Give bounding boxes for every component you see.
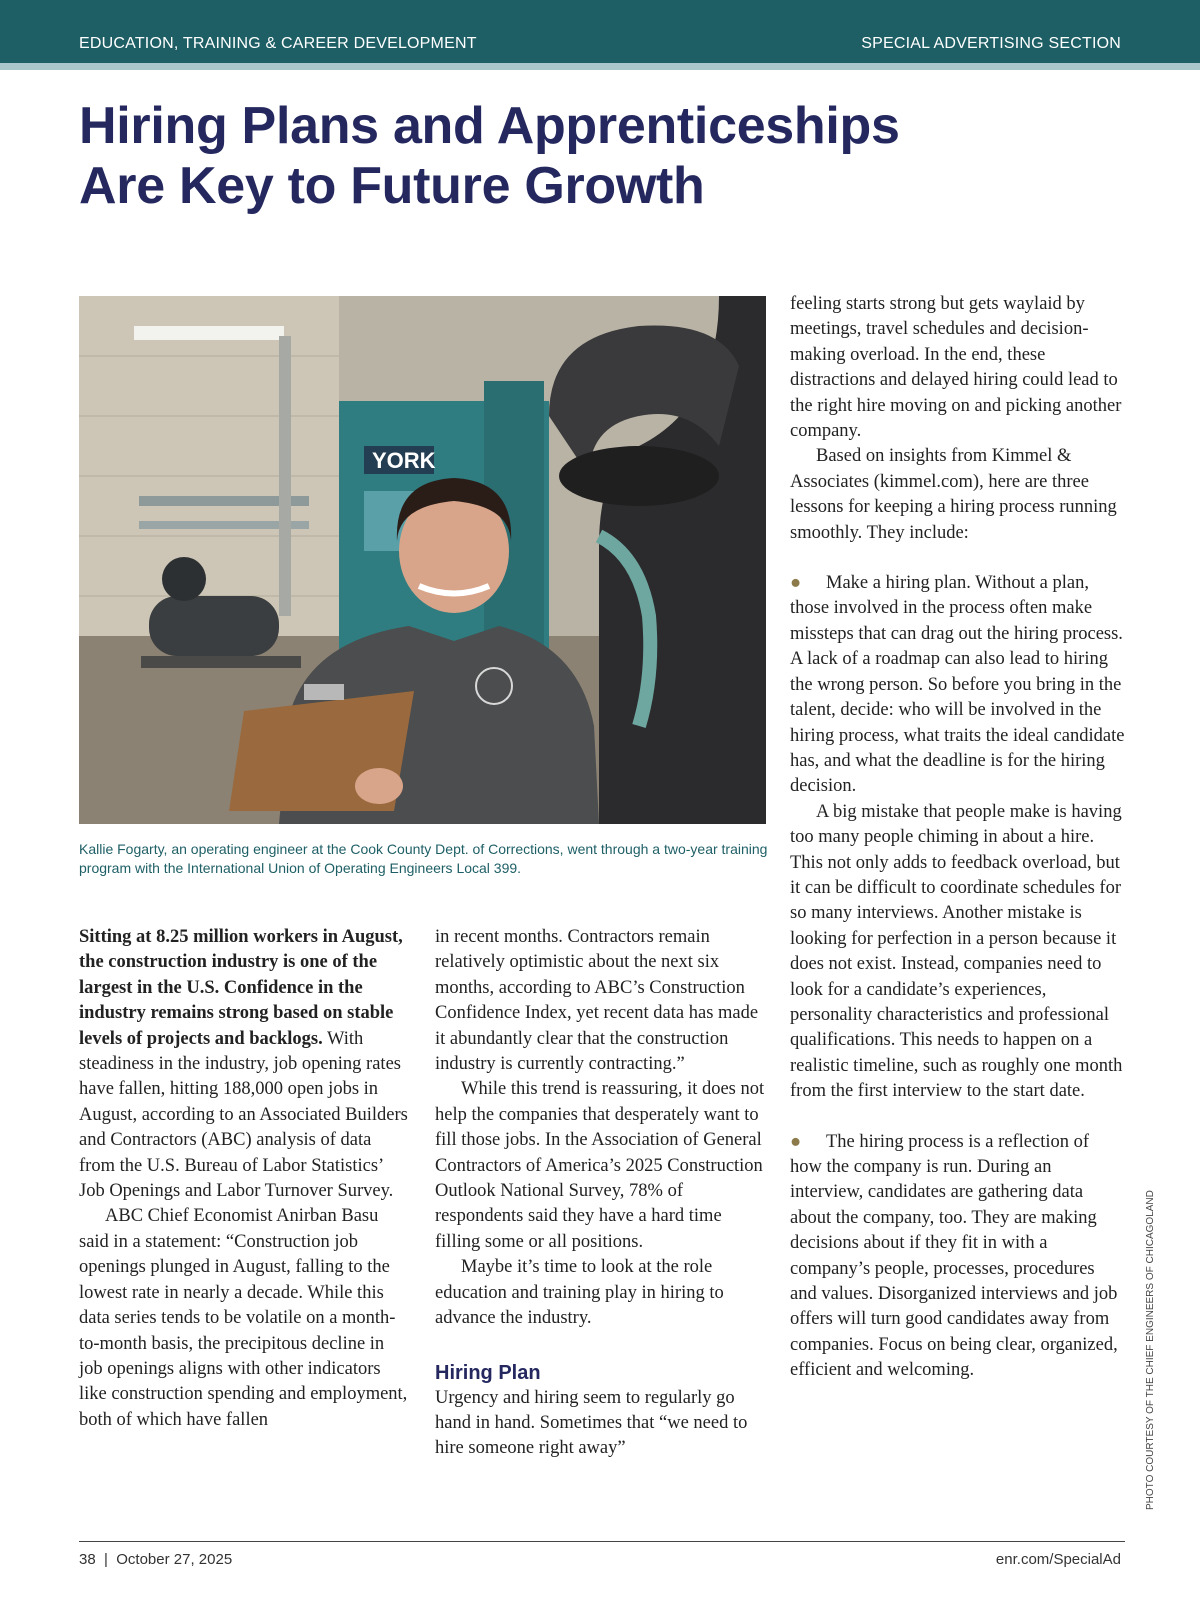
paragraph-gap xyxy=(790,546,1125,571)
bullet-text: Make a hiring plan. Without a plan, those involved in the process often make missteps that can drag out the hiring process. A lack of a roadmap can also lead to hiring the wrong person. So before you bring in the talent, decide: who will be involved in the hiring process, what traits the ideal candidate has, and what the deadline is for the hiring decision. xyxy=(790,573,1125,797)
headline-line-1: Hiring Plans and Apprenticeships xyxy=(79,97,900,155)
photo-credit: PHOTO COURTESY OF THE CHIEF ENGINEERS OF CHICAGOLAND xyxy=(1145,1190,1156,1510)
header-stripe xyxy=(0,63,1200,70)
article-headline xyxy=(79,96,1129,216)
body-paragraph: Urgency and hiring seem to regularly go hand in hand. Sometimes that “we need to hire someone right away” xyxy=(435,1387,748,1459)
article-column-1 xyxy=(79,925,409,1433)
body-paragraph: While this trend is reassuring, it does not help the companies that desperately want to fill those jobs. In the Association of General Contractors of America’s 2025 Construction Outlook National Survey, 78% of respondents said they have a hard time filling some or all positions. xyxy=(435,1079,765,1252)
article-photo xyxy=(79,296,766,824)
bullet-text: The hiring process is a reflection of how the company is run. During an interview, candidates are gathering data about the company, too. They are making decisions about if they fit in with a company’s people, processes, procedures and values. Disorganized interviews and job offers will turn good candidates away from companies. Focus on being clear, organized, efficient and welcoming. xyxy=(790,1131,1118,1381)
article-column-3 xyxy=(790,292,1125,1384)
body-paragraph: in recent months. Contractors remain relatively optimistic about the next six months, according to ABC’s Construction Confidence Index, yet recent data has made it abundantly clear that the construction industry is currently contracting.” xyxy=(435,927,759,1075)
york-logo-text: YORK xyxy=(372,448,436,473)
subhead-hiring-plan: Hiring Plan xyxy=(435,1361,541,1384)
lead-text: With steadiness in the industry, job opening rates have fallen, hitting 188,000 open jobs in August, according to an Associated Builders and Contractors (ABC) analysis of data from the U.S. Bureau of Labor Statistics’ Job Openings and Labor Turnover Survey. xyxy=(79,1028,408,1202)
section-header-bar xyxy=(0,0,1200,63)
body-paragraph: Maybe it’s time to look at the role education and training play in hiring to advance the industry. xyxy=(435,1257,724,1329)
lead-bold-text: Sitting at 8.25 million workers in August, the construction industry is one of the largest in the U.S. Confidence in the industry remains strong based on stable levels of projects and backlogs. xyxy=(79,927,403,1049)
headline-line-2: Are Key to Future Growth xyxy=(79,157,705,215)
body-paragraph: A big mistake that people make is having too many people chiming in about a hire. This not only adds to feedback overload, but it can be difficult to coordinate schedules for so many interviews. Another mistake is looking for perfection in a person because it does not exist. Instead, companies need to look for a candidate’s experiences, personality characteristics and professional qualifications. This needs to happen on a realistic timeline, such as roughly one month from the first interview to the start date. xyxy=(790,801,1123,1102)
paragraph-gap xyxy=(790,1105,1125,1130)
body-paragraph: ABC Chief Economist Anirban Basu said in a statement: “Construction job openings plunged in August, falling to the lowest rate in nearly a decade. While this data series tends to be volatile on a month-to-month basis, the precipitous decline in job openings aligns with other indicators like construction spending and employment, both of which have fallen xyxy=(79,1206,408,1430)
article-column-2 xyxy=(435,925,765,1462)
section-title: EDUCATION, TRAINING & CAREER DEVELOPMENT xyxy=(79,35,477,52)
bullet-dot-icon: ● xyxy=(790,573,802,594)
footer-url-link[interactable]: enr.com/SpecialAd xyxy=(995,1551,1121,1568)
footer-divider xyxy=(79,1541,1125,1542)
bullet-item-1 xyxy=(790,571,1125,800)
photo-caption: Kallie Fogarty, an operating engineer at the Cook County Dept. of Corrections, went through a two-year training program with the International Union of Operating Engineers Local 399. xyxy=(79,841,768,876)
lead-paragraph xyxy=(79,925,409,1204)
body-paragraph: feeling starts strong but gets waylaid by meetings, travel schedules and decision-making overload. In the end, these distractions and delayed hiring could lead to the right hire moving on and picking another company. xyxy=(790,294,1122,442)
bullet-item-2 xyxy=(790,1130,1125,1384)
advertising-label: SPECIAL ADVERTISING SECTION xyxy=(861,35,1121,52)
photo-illustration xyxy=(79,296,766,824)
page-number-date: 38 | October 27, 2025 xyxy=(79,1551,233,1568)
body-paragraph: Based on insights from Kimmel & Associates (kimmel.com), here are three lessons for keeping a hiring process running smoothly. They include: xyxy=(790,446,1117,543)
bullet-dot-icon: ● xyxy=(790,1131,802,1152)
